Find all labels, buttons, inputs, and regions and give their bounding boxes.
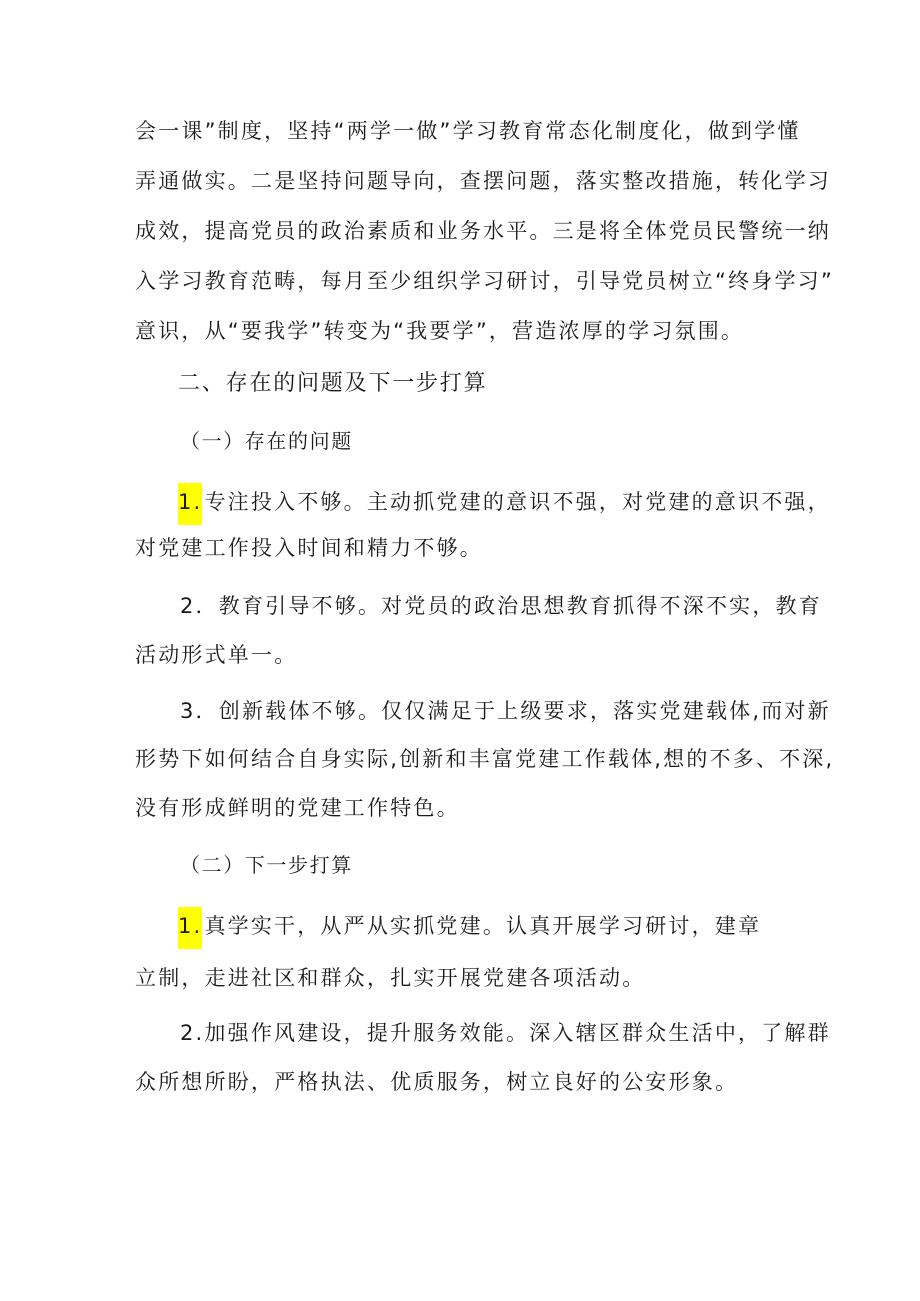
intro-line-5: 意识，从“要我学”转变为“我要学”，营造浓厚的学习氛围。	[135, 319, 745, 343]
section-heading: 二、存在的问题及下一步打算	[178, 371, 488, 396]
problem-2-line-2: 活动形式单一。	[135, 643, 298, 667]
plan-1-line-1	[178, 907, 761, 949]
problem-2-line-1: 2．教育引导不够。对党员的政治思想教育抓得不深不实，教育	[180, 594, 822, 618]
intro-line-2: 弄通做实。二是坚持问题导向，查摆问题，落实整改措施，转化学习	[135, 169, 831, 193]
subsection-plans-heading: （二）下一步打算	[180, 853, 353, 877]
plan-1-line-2: 立制，走进社区和群众，扎实开展党建各项活动。	[135, 966, 646, 990]
plan-1-number-highlight: 1.	[178, 907, 202, 949]
problem-3-line-3: 没有形成鲜明的党建工作特色。	[135, 796, 460, 820]
subsection-problems-heading: （一）存在的问题	[180, 429, 353, 453]
plan-2-line-1: 2.加强作风建设，提升服务效能。深入辖区群众生活中，了解群	[180, 1021, 831, 1045]
problem-1-line-1	[178, 483, 831, 525]
intro-line-4: 入学习教育范畴，每月至少组织学习研讨，引导党员树立“终身学习”	[135, 269, 834, 293]
intro-line-3: 成效，提高党员的政治素质和业务水平。三是将全体党员民警统一纳	[135, 219, 831, 243]
intro-line-1: 会一课”制度，坚持“两学一做”学习教育常态化制度化，做到学懂	[135, 119, 801, 143]
problem-3-line-1: 3．创新载体不够。仅仅满足于上级要求，落实党建载体,而对新	[180, 699, 831, 723]
problem-1-number-highlight: 1.	[178, 483, 202, 525]
problem-3-line-2: 形势下如何结合自身实际,创新和丰富党建工作载体,想的不多、不深,	[135, 747, 835, 771]
plan-1-text: 真学实干，从严从实抓党建。认真开展学习研讨，建章	[204, 914, 762, 938]
problem-1-line-2: 对党建工作投入时间和精力不够。	[135, 536, 483, 560]
plan-2-line-2: 众所想所盼，严格执法、优质服务，树立良好的公安形象。	[135, 1070, 739, 1094]
problem-1-text: 专注投入不够。主动抓党建的意识不强，对党建的意识不强，	[204, 490, 831, 514]
